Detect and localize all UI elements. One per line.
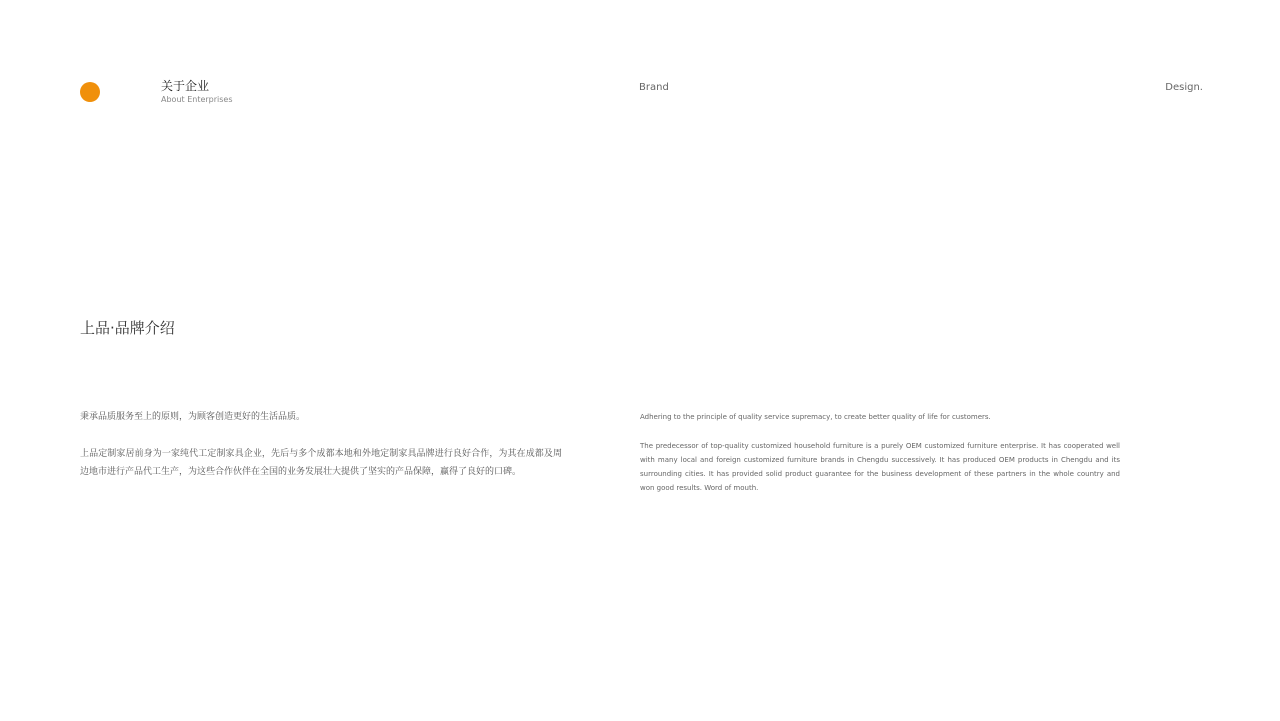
english-text-block bbox=[640, 411, 1120, 495]
english-lead-paragraph: Adhering to the principle of quality service supremacy, to create better quality of life for customers. bbox=[640, 413, 991, 421]
page-heading: 上品·品牌介绍 bbox=[80, 319, 175, 337]
chinese-text-block bbox=[80, 410, 562, 481]
chinese-lead-paragraph: 秉承品质服务至上的原则，为顾客创造更好的生活品质。 bbox=[80, 412, 306, 422]
header-design-label: Design. bbox=[1165, 82, 1203, 93]
english-body-paragraph: The predecessor of top-quality customized household furniture is a purely OEM customized furniture enterprise. It has cooperated well with many local and foreign customized furniture brands in Chengdu successively. It has produced OEM products in Chengdu and its surrounding cities. It has provided solid product guarantee for the business development of these partners in the whole country and won good results. Word of mouth. bbox=[640, 442, 1120, 492]
chinese-body-paragraph: 上品定制家居前身为一家纯代工定制家具企业，先后与多个成都本地和外地定制家具品牌进行良好合作，为其在成都及周边地市进行产品代工生产，为这些合作伙伴在全国的业务发展壮大提供了坚实的产品保障，赢得了良好的口碑。 bbox=[80, 449, 562, 477]
accent-dot-icon bbox=[80, 82, 100, 102]
section-subtitle: About Enterprises bbox=[161, 95, 233, 104]
section-title: 关于企业 bbox=[161, 79, 210, 93]
header-brand-label: Brand bbox=[639, 82, 669, 93]
